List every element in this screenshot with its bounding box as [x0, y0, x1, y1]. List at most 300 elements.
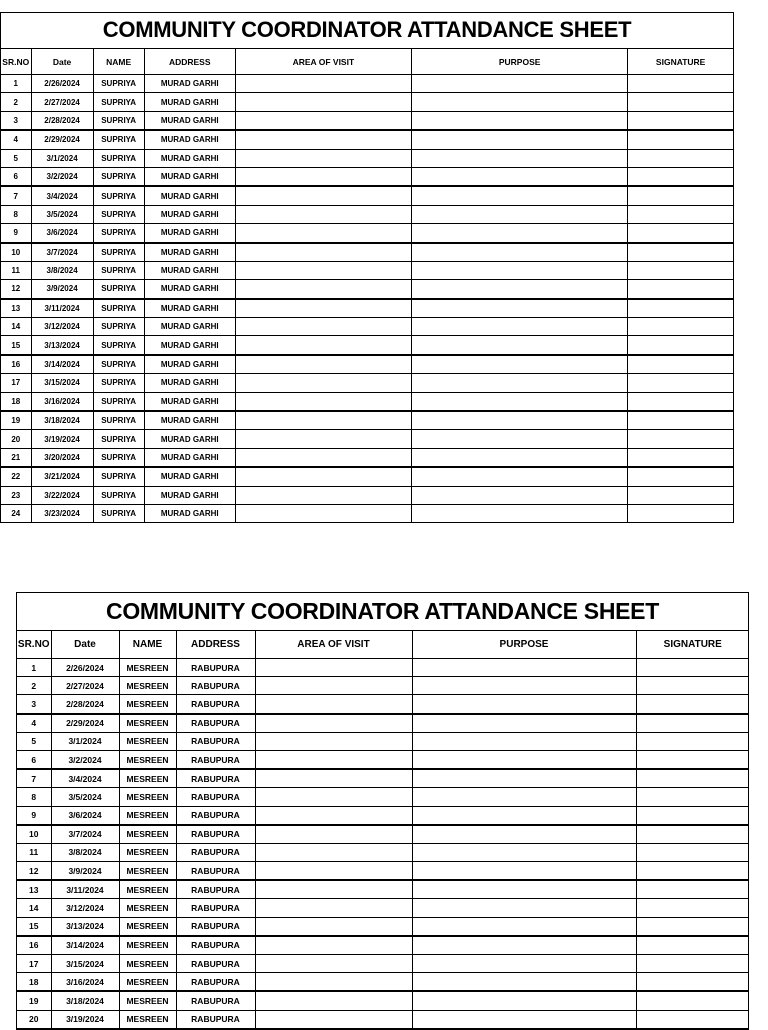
cell-area-of-visit	[255, 769, 412, 788]
cell-purpose	[412, 167, 628, 186]
cell-area-of-visit	[255, 750, 412, 769]
cell-date: 3/6/2024	[31, 224, 93, 243]
cell-area-of-visit	[255, 677, 412, 695]
cell-signature	[628, 130, 733, 149]
cell-sr-no: 8	[1, 205, 31, 223]
cell-signature	[636, 806, 749, 825]
cell-address: RABUPURA	[176, 769, 255, 788]
cell-address: MURAD GARHI	[144, 261, 235, 279]
cell-area-of-visit	[235, 167, 411, 186]
cell-sr-no: 7	[1, 186, 31, 205]
cell-purpose	[412, 880, 636, 899]
cell-date: 3/22/2024	[31, 486, 93, 504]
cell-purpose	[412, 186, 628, 205]
cell-area-of-visit	[255, 1010, 412, 1028]
table-row	[17, 806, 749, 825]
cell-name: SUPRIYA	[93, 261, 144, 279]
cell-address: MURAD GARHI	[144, 355, 235, 374]
cell-purpose	[412, 430, 628, 448]
cell-purpose	[412, 750, 636, 769]
cell-area-of-visit	[235, 448, 411, 467]
cell-area-of-visit	[235, 392, 411, 411]
cell-purpose	[412, 973, 636, 992]
cell-purpose	[412, 336, 628, 355]
cell-date: 3/11/2024	[31, 299, 93, 318]
cell-address: RABUPURA	[176, 788, 255, 806]
cell-name: MESREEN	[119, 825, 176, 844]
cell-purpose	[412, 111, 628, 130]
sheet-title: COMMUNITY COORDINATOR ATTANDANCE SHEET	[1, 13, 733, 49]
cell-date: 2/29/2024	[51, 714, 119, 733]
cell-sr-no: 11	[17, 843, 51, 861]
cell-signature	[628, 374, 733, 392]
cell-signature	[628, 504, 733, 522]
cell-address: RABUPURA	[176, 732, 255, 750]
table-row	[17, 714, 749, 733]
cell-purpose	[412, 732, 636, 750]
cell-sr-no: 16	[1, 355, 31, 374]
cell-address: RABUPURA	[176, 862, 255, 881]
cell-date: 3/14/2024	[31, 355, 93, 374]
table-row	[1, 448, 733, 467]
cell-address: RABUPURA	[176, 936, 255, 955]
cell-date: 3/12/2024	[31, 318, 93, 336]
cell-name: SUPRIYA	[93, 467, 144, 486]
cell-purpose	[412, 1010, 636, 1028]
table-row	[1, 280, 733, 299]
col-header-date: Date	[51, 631, 119, 659]
cell-sr-no: 19	[17, 991, 51, 1010]
table-body	[17, 659, 749, 1029]
cell-date: 3/5/2024	[31, 205, 93, 223]
cell-date: 3/6/2024	[51, 806, 119, 825]
col-header-purpose: PURPOSE	[412, 49, 628, 75]
table-row	[1, 75, 733, 93]
cell-signature	[636, 917, 749, 936]
cell-purpose	[412, 991, 636, 1010]
cell-area-of-visit	[235, 261, 411, 279]
cell-sr-no: 4	[1, 130, 31, 149]
table-row	[1, 167, 733, 186]
cell-sr-no: 18	[17, 973, 51, 992]
cell-address: MURAD GARHI	[144, 411, 235, 430]
cell-purpose	[412, 504, 628, 522]
cell-purpose	[412, 93, 628, 111]
col-header-address: ADDRESS	[176, 631, 255, 659]
cell-area-of-visit	[235, 224, 411, 243]
cell-address: RABUPURA	[176, 695, 255, 714]
cell-name: SUPRIYA	[93, 411, 144, 430]
cell-name: SUPRIYA	[93, 167, 144, 186]
cell-sr-no: 8	[17, 788, 51, 806]
cell-address: RABUPURA	[176, 806, 255, 825]
cell-sr-no: 6	[17, 750, 51, 769]
table-body	[1, 75, 733, 523]
cell-purpose	[412, 788, 636, 806]
cell-name: SUPRIYA	[93, 205, 144, 223]
cell-sr-no: 18	[1, 392, 31, 411]
cell-area-of-visit	[255, 843, 412, 861]
cell-signature	[636, 825, 749, 844]
cell-purpose	[412, 299, 628, 318]
table-row	[17, 677, 749, 695]
cell-address: RABUPURA	[176, 880, 255, 899]
cell-date: 3/7/2024	[51, 825, 119, 844]
cell-address: RABUPURA	[176, 677, 255, 695]
cell-name: SUPRIYA	[93, 280, 144, 299]
cell-name: MESREEN	[119, 788, 176, 806]
cell-date: 2/27/2024	[51, 677, 119, 695]
cell-signature	[628, 224, 733, 243]
table-row	[17, 843, 749, 861]
cell-purpose	[412, 486, 628, 504]
cell-name: MESREEN	[119, 732, 176, 750]
cell-signature	[636, 714, 749, 733]
table-row	[1, 205, 733, 223]
cell-date: 3/2/2024	[51, 750, 119, 769]
cell-address: RABUPURA	[176, 843, 255, 861]
cell-area-of-visit	[235, 355, 411, 374]
cell-address: MURAD GARHI	[144, 448, 235, 467]
cell-sr-no: 1	[17, 659, 51, 677]
cell-date: 3/8/2024	[31, 261, 93, 279]
cell-area-of-visit	[235, 149, 411, 167]
cell-name: SUPRIYA	[93, 186, 144, 205]
cell-address: MURAD GARHI	[144, 93, 235, 111]
cell-name: MESREEN	[119, 862, 176, 881]
table-row	[1, 374, 733, 392]
cell-date: 3/9/2024	[51, 862, 119, 881]
cell-purpose	[412, 448, 628, 467]
cell-purpose	[412, 243, 628, 262]
cell-sr-no: 10	[1, 243, 31, 262]
cell-purpose	[412, 149, 628, 167]
cell-name: SUPRIYA	[93, 299, 144, 318]
cell-sr-no: 17	[17, 955, 51, 973]
cell-sr-no: 14	[17, 899, 51, 917]
cell-sr-no: 21	[1, 448, 31, 467]
cell-area-of-visit	[255, 973, 412, 992]
cell-signature	[636, 695, 749, 714]
cell-address: MURAD GARHI	[144, 280, 235, 299]
cell-name: SUPRIYA	[93, 336, 144, 355]
table-row	[17, 880, 749, 899]
cell-purpose	[412, 392, 628, 411]
cell-purpose	[412, 806, 636, 825]
table-row	[17, 973, 749, 992]
cell-date: 3/13/2024	[31, 336, 93, 355]
cell-date: 3/21/2024	[31, 467, 93, 486]
cell-signature	[628, 167, 733, 186]
col-header-area-of-visit: AREA OF VISIT	[235, 49, 411, 75]
cell-purpose	[412, 917, 636, 936]
cell-sr-no: 1	[1, 75, 31, 93]
cell-signature	[628, 392, 733, 411]
table-row	[1, 355, 733, 374]
cell-name: SUPRIYA	[93, 111, 144, 130]
table-row	[17, 659, 749, 677]
table-row	[1, 243, 733, 262]
col-header-area-of-visit: AREA OF VISIT	[255, 631, 412, 659]
cell-sr-no: 11	[1, 261, 31, 279]
cell-purpose	[412, 261, 628, 279]
col-header-signature: SIGNATURE	[628, 49, 733, 75]
cell-date: 3/11/2024	[51, 880, 119, 899]
cell-area-of-visit	[235, 336, 411, 355]
cell-area-of-visit	[235, 75, 411, 93]
cell-date: 3/2/2024	[31, 167, 93, 186]
table-row	[17, 769, 749, 788]
cell-signature	[636, 677, 749, 695]
cell-date: 3/16/2024	[51, 973, 119, 992]
cell-address: MURAD GARHI	[144, 430, 235, 448]
attendance-sheet-1	[0, 12, 734, 523]
cell-date: 3/8/2024	[51, 843, 119, 861]
cell-signature	[628, 93, 733, 111]
cell-area-of-visit	[235, 411, 411, 430]
table-row	[17, 917, 749, 936]
cell-area-of-visit	[255, 659, 412, 677]
cell-address: MURAD GARHI	[144, 299, 235, 318]
cell-sr-no: 20	[1, 430, 31, 448]
cell-area-of-visit	[235, 243, 411, 262]
cell-area-of-visit	[255, 917, 412, 936]
cell-sr-no: 7	[17, 769, 51, 788]
table-row	[1, 392, 733, 411]
cell-purpose	[412, 936, 636, 955]
cell-area-of-visit	[235, 430, 411, 448]
table-row	[1, 93, 733, 111]
cell-signature	[636, 732, 749, 750]
cell-name: SUPRIYA	[93, 448, 144, 467]
cell-date: 3/1/2024	[51, 732, 119, 750]
table-row	[17, 732, 749, 750]
cell-purpose	[412, 467, 628, 486]
cell-name: MESREEN	[119, 880, 176, 899]
cell-area-of-visit	[235, 205, 411, 223]
cell-address: MURAD GARHI	[144, 130, 235, 149]
table-row	[1, 224, 733, 243]
table-row	[17, 862, 749, 881]
cell-date: 3/23/2024	[31, 504, 93, 522]
cell-date: 3/4/2024	[31, 186, 93, 205]
cell-sr-no: 2	[17, 677, 51, 695]
cell-purpose	[412, 355, 628, 374]
cell-date: 3/19/2024	[31, 430, 93, 448]
cell-signature	[636, 1010, 749, 1028]
cell-signature	[628, 205, 733, 223]
cell-purpose	[412, 130, 628, 149]
cell-purpose	[412, 843, 636, 861]
cell-area-of-visit	[255, 714, 412, 733]
cell-purpose	[412, 695, 636, 714]
table-row	[1, 467, 733, 486]
cell-date: 3/14/2024	[51, 936, 119, 955]
cell-purpose	[412, 224, 628, 243]
cell-signature	[628, 243, 733, 262]
cell-name: MESREEN	[119, 955, 176, 973]
cell-sr-no: 15	[17, 917, 51, 936]
table-row	[1, 336, 733, 355]
cell-date: 2/29/2024	[31, 130, 93, 149]
cell-purpose	[412, 75, 628, 93]
cell-area-of-visit	[235, 504, 411, 522]
cell-address: RABUPURA	[176, 899, 255, 917]
cell-sr-no: 12	[17, 862, 51, 881]
cell-area-of-visit	[255, 695, 412, 714]
cell-date: 3/19/2024	[51, 1010, 119, 1028]
cell-purpose	[412, 769, 636, 788]
cell-sr-no: 23	[1, 486, 31, 504]
cell-address: RABUPURA	[176, 750, 255, 769]
cell-purpose	[412, 955, 636, 973]
cell-address: MURAD GARHI	[144, 392, 235, 411]
cell-purpose	[412, 677, 636, 695]
cell-signature	[636, 955, 749, 973]
cell-sr-no: 9	[17, 806, 51, 825]
col-header-name: NAME	[119, 631, 176, 659]
cell-name: SUPRIYA	[93, 430, 144, 448]
cell-date: 3/18/2024	[31, 411, 93, 430]
cell-signature	[628, 486, 733, 504]
cell-area-of-visit	[255, 991, 412, 1010]
cell-purpose	[412, 280, 628, 299]
table-row	[1, 299, 733, 318]
table-row	[17, 991, 749, 1010]
cell-purpose	[412, 659, 636, 677]
table-row	[1, 186, 733, 205]
col-header-name: NAME	[93, 49, 144, 75]
cell-name: SUPRIYA	[93, 75, 144, 93]
attendance-table	[1, 49, 733, 522]
cell-address: MURAD GARHI	[144, 504, 235, 522]
cell-address: MURAD GARHI	[144, 186, 235, 205]
cell-address: MURAD GARHI	[144, 167, 235, 186]
cell-area-of-visit	[235, 111, 411, 130]
cell-name: MESREEN	[119, 917, 176, 936]
attendance-sheet-2	[16, 592, 749, 1030]
cell-signature	[628, 411, 733, 430]
cell-address: RABUPURA	[176, 714, 255, 733]
cell-address: RABUPURA	[176, 659, 255, 677]
cell-signature	[636, 843, 749, 861]
cell-area-of-visit	[255, 825, 412, 844]
cell-sr-no: 15	[1, 336, 31, 355]
cell-date: 3/5/2024	[51, 788, 119, 806]
cell-signature	[628, 299, 733, 318]
cell-purpose	[412, 374, 628, 392]
cell-signature	[628, 75, 733, 93]
table-row	[17, 955, 749, 973]
cell-name: SUPRIYA	[93, 243, 144, 262]
cell-date: 3/18/2024	[51, 991, 119, 1010]
cell-sr-no: 20	[17, 1010, 51, 1028]
cell-date: 3/9/2024	[31, 280, 93, 299]
table-row	[17, 825, 749, 844]
cell-name: MESREEN	[119, 991, 176, 1010]
table-row	[17, 936, 749, 955]
cell-address: MURAD GARHI	[144, 224, 235, 243]
cell-sr-no: 5	[17, 732, 51, 750]
cell-name: SUPRIYA	[93, 392, 144, 411]
cell-area-of-visit	[235, 467, 411, 486]
cell-address: MURAD GARHI	[144, 111, 235, 130]
attendance-table	[17, 631, 749, 1029]
cell-signature	[628, 448, 733, 467]
cell-name: MESREEN	[119, 695, 176, 714]
cell-purpose	[412, 825, 636, 844]
cell-address: MURAD GARHI	[144, 374, 235, 392]
cell-area-of-visit	[235, 130, 411, 149]
cell-purpose	[412, 411, 628, 430]
cell-date: 2/28/2024	[31, 111, 93, 130]
cell-signature	[636, 750, 749, 769]
cell-date: 3/4/2024	[51, 769, 119, 788]
cell-sr-no: 13	[1, 299, 31, 318]
cell-sr-no: 16	[17, 936, 51, 955]
cell-name: MESREEN	[119, 1010, 176, 1028]
cell-sr-no: 13	[17, 880, 51, 899]
cell-purpose	[412, 899, 636, 917]
cell-sr-no: 4	[17, 714, 51, 733]
cell-date: 3/1/2024	[31, 149, 93, 167]
cell-purpose	[412, 205, 628, 223]
table-row	[17, 899, 749, 917]
col-header-purpose: PURPOSE	[412, 631, 636, 659]
cell-sr-no: 3	[17, 695, 51, 714]
cell-address: MURAD GARHI	[144, 149, 235, 167]
cell-area-of-visit	[255, 862, 412, 881]
cell-name: MESREEN	[119, 843, 176, 861]
cell-signature	[628, 318, 733, 336]
cell-sr-no: 3	[1, 111, 31, 130]
table-row	[1, 411, 733, 430]
table-row	[17, 750, 749, 769]
cell-signature	[636, 862, 749, 881]
cell-date: 3/13/2024	[51, 917, 119, 936]
col-header-sr-no: SR.NO	[1, 49, 31, 75]
cell-signature	[636, 936, 749, 955]
cell-name: MESREEN	[119, 936, 176, 955]
cell-sr-no: 17	[1, 374, 31, 392]
cell-signature	[628, 149, 733, 167]
cell-name: MESREEN	[119, 659, 176, 677]
cell-date: 3/16/2024	[31, 392, 93, 411]
cell-sr-no: 6	[1, 167, 31, 186]
cell-name: MESREEN	[119, 677, 176, 695]
cell-name: SUPRIYA	[93, 318, 144, 336]
cell-sr-no: 19	[1, 411, 31, 430]
cell-purpose	[412, 714, 636, 733]
cell-area-of-visit	[235, 186, 411, 205]
cell-signature	[636, 991, 749, 1010]
cell-address: MURAD GARHI	[144, 467, 235, 486]
cell-name: MESREEN	[119, 750, 176, 769]
cell-name: MESREEN	[119, 714, 176, 733]
cell-address: MURAD GARHI	[144, 486, 235, 504]
cell-name: SUPRIYA	[93, 130, 144, 149]
cell-sr-no: 12	[1, 280, 31, 299]
table-row	[1, 130, 733, 149]
col-header-signature: SIGNATURE	[636, 631, 749, 659]
table-row	[17, 788, 749, 806]
cell-signature	[628, 336, 733, 355]
cell-area-of-visit	[255, 880, 412, 899]
table-row	[17, 695, 749, 714]
cell-name: SUPRIYA	[93, 355, 144, 374]
cell-area-of-visit	[235, 486, 411, 504]
cell-address: MURAD GARHI	[144, 243, 235, 262]
